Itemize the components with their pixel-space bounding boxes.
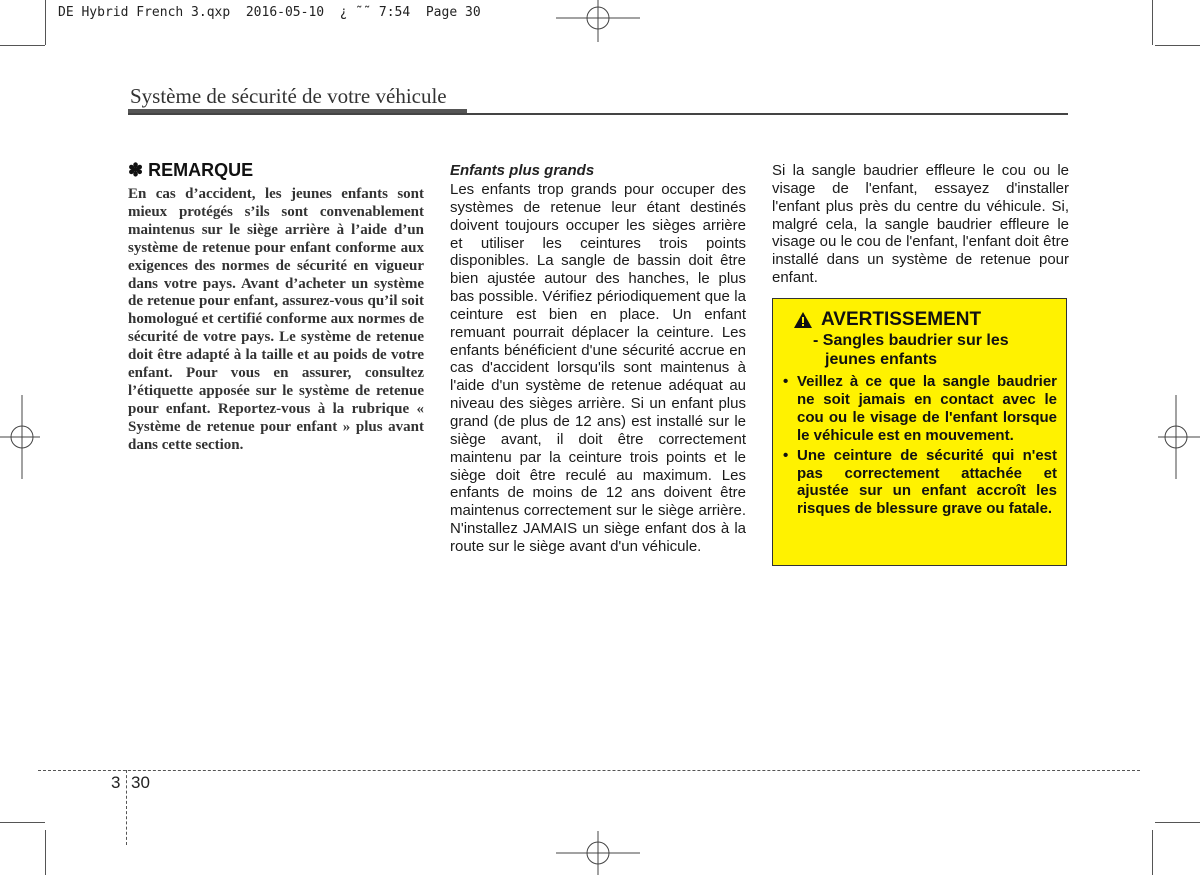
registration-mark-icon	[556, 0, 640, 42]
page-number: 30	[131, 773, 150, 792]
remark-title: REMARQUE	[148, 160, 254, 180]
crop-mark	[45, 0, 46, 45]
print-slug: DE Hybrid French 3.qxp 2016-05-10 ¿ ˜˜ 7:54 Page 30	[58, 5, 481, 20]
crop-mark	[1152, 0, 1153, 45]
crop-mark	[1152, 830, 1153, 875]
header-rule	[128, 113, 1068, 115]
warning-heading	[793, 309, 1057, 331]
bullet-icon: •	[783, 373, 789, 390]
registration-mark-icon	[556, 831, 640, 875]
chapter-number: 3	[111, 773, 121, 792]
warning-triangle-icon	[793, 311, 813, 329]
paragraph-text: Si la sangle baudrier effleure le cou ou le visage de l'enfant, essayez d'installer l'enfant plus près du centre du véhicule. Si, malgré cela, la sangle baudrier effleure le visage ou le cou de l'enfant, l'enfant doit être installé dans un système de retenue pour enfant.	[772, 162, 1069, 287]
crop-mark	[0, 45, 45, 46]
warning-box	[772, 298, 1067, 566]
crop-mark	[0, 822, 45, 823]
bullet-icon: •	[783, 446, 789, 464]
section-older-children	[450, 162, 746, 556]
warning-item	[783, 447, 1057, 519]
shoulder-belt-paragraph	[772, 162, 1069, 287]
footer-dashed-divider	[126, 770, 127, 845]
remark-heading	[128, 160, 424, 181]
section-title: Enfants plus grands	[450, 162, 595, 179]
warning-item-text: Veillez à ce que la sangle baudrier ne soit jamais en contact avec le cou ou le visage de l'enfant lorsque le véhicule est en mouvement.	[797, 373, 1057, 444]
asterisk-icon: ✽	[128, 160, 144, 180]
warning-list	[783, 373, 1057, 518]
crop-mark	[45, 830, 46, 875]
crop-mark	[1155, 45, 1200, 46]
warning-item-text: Une ceinture de sécurité qui n'est pas correctement attachée et ajustée sur un enfant accroît les risques de blessure grave ou fatale.	[797, 446, 1057, 518]
crop-mark	[1155, 822, 1200, 823]
warning-item	[783, 373, 1057, 445]
warning-subtitle: - Sangles baudrier sur les jeunes enfants	[813, 332, 1009, 368]
section-header-title: Système de sécurité de votre véhicule	[130, 84, 447, 108]
remark-body: En cas d’accident, les jeunes enfants sont mieux protégés s’ils sont convenablement maintenus sur le siège arrière à l’aide d’un système de retenue pour enfant conforme aux exigences des normes de sécurité en vigueur dans votre pays. Avant d’acheter un système de retenue pour enfant, assurez-vous qu’il soit homologué et certifié conforme aux normes de sécurité de votre pays. Le système de retenue doit être adapté à la taille et au poids de votre enfant. Pour vous en assurer, consultez l’étiquette apposée sur le système de retenue pour enfant. Reportez-vous à la rubrique « Système de retenue pour enfant » plus avant dans cette section.	[128, 186, 424, 453]
section-body: Les enfants trop grands pour occuper des systèmes de retenue leur étant destinés doivent toujours occuper les sièges arrière et utiliser les ceintures trois points disponibles. La sangle de bassin doit être bien ajustée autour des hanches, le plus bas possible. Vérifiez périodiquement que la ceinture est bien en place. Un enfant remuant pourrait déplacer la ceinture. Les enfants bénéficient d'une sécurité accrue en cas d'accident lorsqu'ils sont maintenus à l'aide d'un système de retenue adéquat au niveau des sièges arrière. Si un enfant plus grand (de plus de 12 ans) est installé sur le siège avant, il doit être correctement maintenu par la ceinture trois points et le siège doit être reculé au maximum. Les enfants de moins de 12 ans doivent être maintenus correctement sur le siège arrière. N'installez JAMAIS un siège enfant dos à la route sur le siège avant d'un véhicule.	[450, 181, 746, 555]
registration-mark-icon	[0, 395, 40, 479]
warning-title: AVERTISSEMENT	[821, 309, 982, 330]
footer-dashed-rule	[38, 770, 1140, 771]
remark-note	[128, 160, 424, 455]
registration-mark-icon	[1158, 395, 1200, 479]
